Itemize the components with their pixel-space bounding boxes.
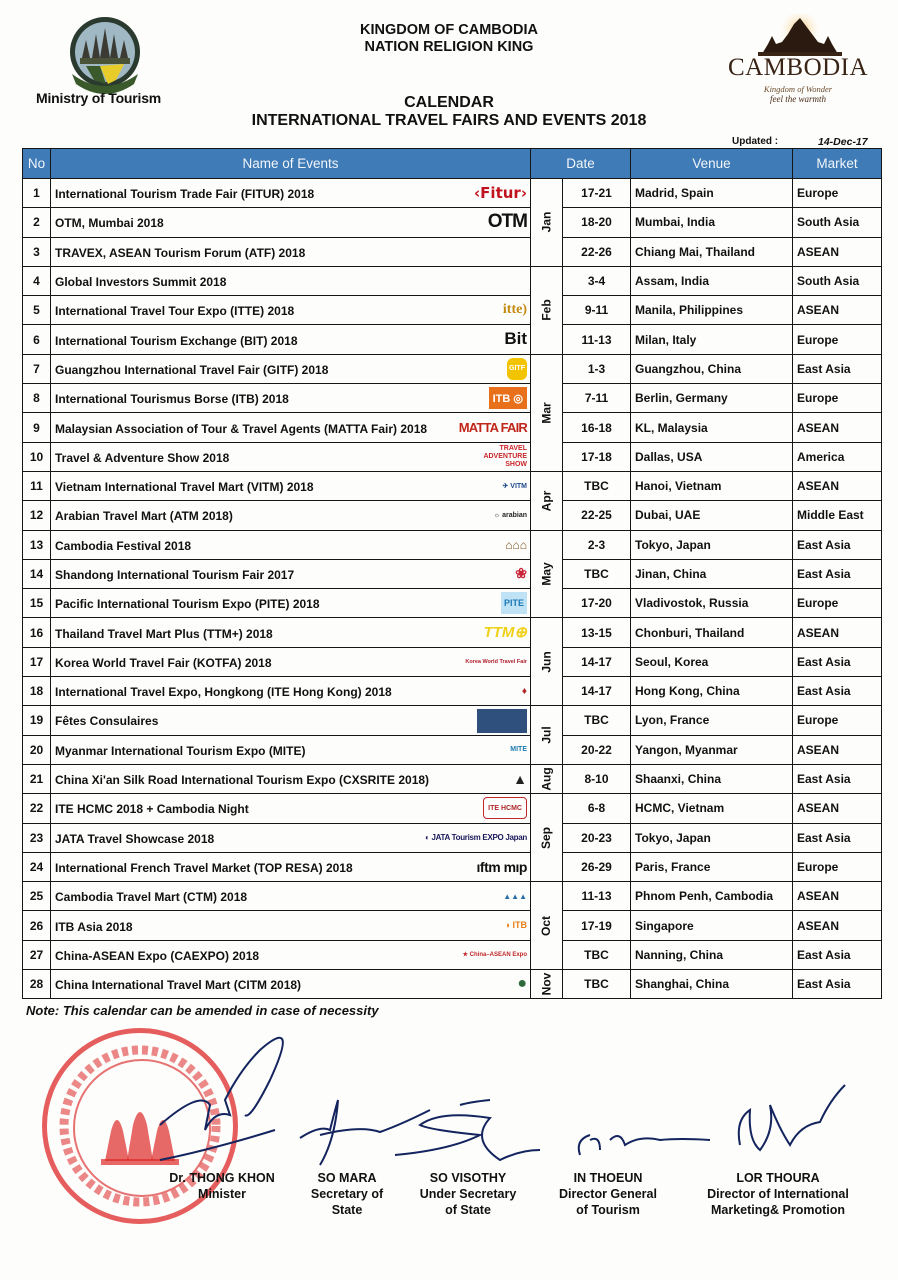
signatory-5 xyxy=(688,1170,868,1218)
event-date: 16-18 xyxy=(563,413,631,442)
event-name: Malaysian Association of Tour & Travel Agents (MATTA Fair) 2018 xyxy=(55,421,428,436)
month-label: Nov xyxy=(539,972,554,996)
event-logo-icon: ♦ xyxy=(521,685,527,697)
event-name-cell xyxy=(51,882,531,911)
event-number: 18 xyxy=(23,677,51,706)
event-date: TBC xyxy=(563,940,631,969)
event-venue: Assam, India xyxy=(631,266,793,295)
table-row xyxy=(23,852,882,881)
event-date: TBC xyxy=(563,706,631,735)
event-logo-icon: Bit xyxy=(504,329,527,349)
signatory-1 xyxy=(152,1170,292,1202)
event-name: International French Travel Market (TOP RESA) 2018 xyxy=(55,860,353,875)
month-label: Oct xyxy=(539,915,554,936)
event-name-cell xyxy=(51,325,531,354)
brand-tagline-2: feel the warmth xyxy=(770,94,826,104)
event-venue: Mumbai, India xyxy=(631,208,793,237)
event-name-cell xyxy=(51,940,531,969)
event-name: Travel & Adventure Show 2018 xyxy=(55,450,230,465)
event-venue: Dubai, UAE xyxy=(631,501,793,530)
table-row xyxy=(23,501,882,530)
event-logo-icon: ☼ arabian xyxy=(493,511,527,519)
month-cell xyxy=(531,794,563,882)
event-logo-icon: PITE xyxy=(501,592,527,614)
month-label: May xyxy=(539,562,554,586)
event-name: Guangzhou International Travel Fair (GITF) 2018 xyxy=(55,362,329,377)
event-market: East Asia xyxy=(793,940,882,969)
event-name: JATA Travel Showcase 2018 xyxy=(55,831,215,846)
event-market: Europe xyxy=(793,589,882,618)
event-date: 18-20 xyxy=(563,208,631,237)
month-cell xyxy=(531,970,563,999)
signatures-graphic xyxy=(0,1010,898,1180)
event-name: Global Investors Summit 2018 xyxy=(55,275,227,290)
event-number: 17 xyxy=(23,647,51,676)
event-date: 3-4 xyxy=(563,266,631,295)
table-row xyxy=(23,589,882,618)
table-row xyxy=(23,266,882,295)
event-number: 12 xyxy=(23,501,51,530)
col-header-venue: Venue xyxy=(631,149,793,179)
event-market: Europe xyxy=(793,852,882,881)
event-logo-icon: itte) xyxy=(502,302,527,318)
col-header-no: No xyxy=(23,149,51,179)
event-logo-icon: ✈ VITM xyxy=(502,482,527,490)
event-number: 28 xyxy=(23,970,51,999)
event-number: 2 xyxy=(23,208,51,237)
signatory-title: Director of International xyxy=(707,1187,849,1201)
event-market: East Asia xyxy=(793,354,882,383)
event-name-cell xyxy=(51,911,531,940)
table-row xyxy=(23,677,882,706)
event-name: China-ASEAN Expo (CAEXPO) 2018 xyxy=(55,948,260,963)
event-name-cell xyxy=(51,559,531,588)
ministry-label: Ministry of Tourism xyxy=(36,90,162,106)
col-header-market: Market xyxy=(793,149,882,179)
event-market: ASEAN xyxy=(793,911,882,940)
kingdom-line-2: NATION RELIGION KING xyxy=(364,39,534,55)
signatory-name: SO MARA xyxy=(317,1171,377,1185)
event-number: 25 xyxy=(23,882,51,911)
event-name-cell xyxy=(51,442,531,471)
event-name: China International Travel Mart (CITM 2018) xyxy=(55,978,302,993)
month-label: Jul xyxy=(539,726,554,744)
event-date: 9-11 xyxy=(563,296,631,325)
event-logo-icon: ❀ xyxy=(515,565,527,582)
event-number: 24 xyxy=(23,852,51,881)
event-logo-icon: ★ China–ASEAN Expo xyxy=(462,952,527,959)
events-table-body xyxy=(23,179,882,999)
event-name-cell xyxy=(51,354,531,383)
signatory-4 xyxy=(548,1170,668,1218)
kingdom-line-1: KINGDOM OF CAMBODIA xyxy=(359,22,538,38)
event-name: ITB Asia 2018 xyxy=(55,919,133,934)
event-venue: Phnom Penh, Cambodia xyxy=(631,882,793,911)
event-venue: Chiang Mai, Thailand xyxy=(631,237,793,266)
signatory-3 xyxy=(408,1170,528,1218)
updated-date: 14-Dec-17 xyxy=(818,136,868,148)
event-number: 20 xyxy=(23,735,51,764)
event-logo-icon: MATTA FAIR xyxy=(458,419,527,435)
event-name: International Tourism Exchange (BIT) 2018 xyxy=(55,333,298,348)
month-cell xyxy=(531,179,563,267)
event-venue: Manila, Philippines xyxy=(631,296,793,325)
month-cell xyxy=(531,530,563,618)
month-cell xyxy=(531,882,563,970)
table-row xyxy=(23,618,882,647)
event-name-cell xyxy=(51,970,531,999)
event-name-cell xyxy=(51,237,531,266)
event-name: Fêtes Consulaires xyxy=(55,714,159,729)
event-logo-icon: ● xyxy=(517,975,527,993)
signatory-title: Minister xyxy=(198,1187,246,1201)
event-venue: Lyon, France xyxy=(631,706,793,735)
event-logo-icon: ▲ xyxy=(513,770,527,787)
table-row xyxy=(23,179,882,208)
events-table xyxy=(22,148,882,999)
event-logo-icon: ITE HCMC xyxy=(483,797,527,819)
month-cell xyxy=(531,764,563,793)
event-venue: KL, Malaysia xyxy=(631,413,793,442)
event-venue: Paris, France xyxy=(631,852,793,881)
event-name: China Xi'an Silk Road International Tourism Expo (CXSRITE 2018) xyxy=(55,773,430,788)
amendment-note: Note: This calendar can be amended in case of necessity xyxy=(26,1003,379,1018)
brand-tagline-1: Kingdom of Wonder xyxy=(763,84,833,94)
event-number: 14 xyxy=(23,559,51,588)
event-number: 1 xyxy=(23,179,51,208)
event-date: 11-13 xyxy=(563,882,631,911)
event-logo-icon: Korea World Travel Fair xyxy=(465,658,527,665)
event-logo-icon: ⌂⌂⌂ xyxy=(505,537,527,552)
table-row xyxy=(23,706,882,735)
event-name-cell xyxy=(51,530,531,559)
event-date: 20-23 xyxy=(563,823,631,852)
event-venue: HCMC, Vietnam xyxy=(631,794,793,823)
signatory-name: IN THOEUN xyxy=(573,1171,643,1185)
event-logo-icon xyxy=(477,709,527,733)
event-name: Korea World Travel Fair (KOTFA) 2018 xyxy=(55,655,272,670)
col-header-name: Name of Events xyxy=(51,149,531,179)
event-name-cell xyxy=(51,384,531,413)
event-name-cell xyxy=(51,677,531,706)
title-line-1: CALENDAR xyxy=(404,94,494,111)
event-venue: Shanghai, China xyxy=(631,970,793,999)
event-logo-icon: TTM⊕ xyxy=(483,624,527,642)
event-date: TBC xyxy=(563,970,631,999)
table-row xyxy=(23,325,882,354)
event-market: Europe xyxy=(793,384,882,413)
event-date: 8-10 xyxy=(563,764,631,793)
event-market: ASEAN xyxy=(793,882,882,911)
signatory-title: Under Secretary xyxy=(419,1187,517,1201)
event-venue: Nanning, China xyxy=(631,940,793,969)
event-market: ASEAN xyxy=(793,794,882,823)
event-number: 6 xyxy=(23,325,51,354)
event-date: 7-11 xyxy=(563,384,631,413)
event-logo-icon: ‹Fitur› xyxy=(474,184,527,202)
event-date: 26-29 xyxy=(563,852,631,881)
month-label: Jun xyxy=(539,651,554,673)
event-venue: Singapore xyxy=(631,911,793,940)
event-name: ITE HCMC 2018 + Cambodia Night xyxy=(55,802,249,817)
event-market: East Asia xyxy=(793,764,882,793)
table-row xyxy=(23,237,882,266)
event-name-cell xyxy=(51,501,531,530)
table-row xyxy=(23,647,882,676)
event-number: 19 xyxy=(23,706,51,735)
event-date: TBC xyxy=(563,559,631,588)
event-venue: Hong Kong, China xyxy=(631,677,793,706)
event-venue: Chonburi, Thailand xyxy=(631,618,793,647)
event-name: Shandong International Tourism Fair 2017 xyxy=(55,568,295,582)
event-market: East Asia xyxy=(793,530,882,559)
event-name: International Tourism Trade Fair (FITUR) 2018 xyxy=(55,187,315,202)
signatory-title: of State xyxy=(445,1203,491,1217)
signatory-2 xyxy=(292,1170,402,1218)
signatory-title: of Tourism xyxy=(576,1203,640,1217)
event-market: ASEAN xyxy=(793,618,882,647)
event-date: 17-18 xyxy=(563,442,631,471)
table-row xyxy=(23,559,882,588)
table-row xyxy=(23,530,882,559)
event-date: 17-20 xyxy=(563,589,631,618)
event-market: East Asia xyxy=(793,823,882,852)
event-name-cell xyxy=(51,794,531,823)
event-name-cell xyxy=(51,471,531,500)
signatory-name: SO VISOTHY xyxy=(429,1171,507,1185)
table-row xyxy=(23,970,882,999)
event-name: Myanmar International Tourism Expo (MITE) xyxy=(55,743,306,758)
table-row xyxy=(23,413,882,442)
event-logo-icon: TRAVEL ADVENTURE SHOW xyxy=(483,444,527,468)
event-venue: Jinan, China xyxy=(631,559,793,588)
event-name-cell xyxy=(51,618,531,647)
event-market: East Asia xyxy=(793,647,882,676)
signatory-title: State xyxy=(331,1203,363,1217)
event-logo-icon: MITE xyxy=(510,746,527,754)
event-venue: Seoul, Korea xyxy=(631,647,793,676)
month-label: Sep xyxy=(539,826,554,849)
event-name: Arabian Travel Mart (ATM 2018) xyxy=(55,509,233,524)
event-number: 27 xyxy=(23,940,51,969)
table-row xyxy=(23,940,882,969)
event-number: 16 xyxy=(23,618,51,647)
event-name-cell xyxy=(51,266,531,295)
table-row xyxy=(23,911,882,940)
event-logo-icon: GITF xyxy=(507,358,527,380)
event-number: 21 xyxy=(23,764,51,793)
event-name-cell xyxy=(51,589,531,618)
event-logo-icon: ıftm mıp xyxy=(476,858,527,875)
event-venue: Milan, Italy xyxy=(631,325,793,354)
month-label: Apr xyxy=(539,490,554,512)
event-name: International Travel Tour Expo (ITTE) 2018 xyxy=(55,304,295,319)
event-name-cell xyxy=(51,179,531,208)
event-number: 10 xyxy=(23,442,51,471)
event-venue: Dallas, USA xyxy=(631,442,793,471)
event-number: 8 xyxy=(23,384,51,413)
signatory-name: LOR THOURA xyxy=(736,1171,820,1185)
col-header-date: Date xyxy=(531,149,631,179)
event-date: 6-8 xyxy=(563,794,631,823)
event-venue: Yangon, Myanmar xyxy=(631,735,793,764)
table-row xyxy=(23,384,882,413)
event-name: Cambodia Festival 2018 xyxy=(55,538,192,553)
event-market: ASEAN xyxy=(793,471,882,500)
event-logo-icon: ▲▲▲ xyxy=(503,891,527,901)
event-market: Europe xyxy=(793,706,882,735)
event-market: ASEAN xyxy=(793,413,882,442)
month-label: Jan xyxy=(539,212,554,233)
event-name: TRAVEX, ASEAN Tourism Forum (ATF) 2018 xyxy=(55,245,306,260)
event-market: Middle East xyxy=(793,501,882,530)
event-date: 14-17 xyxy=(563,647,631,676)
month-label: Aug xyxy=(539,767,554,791)
month-cell xyxy=(531,266,563,354)
signatory-title: Marketing& Promotion xyxy=(710,1203,846,1217)
event-name-cell xyxy=(51,296,531,325)
event-name: Cambodia Travel Mart (CTM) 2018 xyxy=(55,890,248,905)
table-row xyxy=(23,823,882,852)
event-number: 15 xyxy=(23,589,51,618)
event-market: East Asia xyxy=(793,970,882,999)
event-market: East Asia xyxy=(793,559,882,588)
table-row xyxy=(23,735,882,764)
event-number: 26 xyxy=(23,911,51,940)
table-row xyxy=(23,208,882,237)
table-row xyxy=(23,794,882,823)
table-row xyxy=(23,296,882,325)
event-number: 11 xyxy=(23,471,51,500)
event-name-cell xyxy=(51,413,531,442)
event-name: OTM, Mumbai 2018 xyxy=(55,216,164,231)
event-name: International Travel Expo, Hongkong (ITE Hong Kong) 2018 xyxy=(55,685,392,700)
brand-word: CAMBODIA xyxy=(727,54,869,81)
event-venue: Tokyo, Japan xyxy=(631,823,793,852)
month-label: Feb xyxy=(539,299,554,321)
month-cell xyxy=(531,706,563,765)
event-venue: Berlin, Germany xyxy=(631,384,793,413)
event-venue: Hanoi, Vietnam xyxy=(631,471,793,500)
month-cell xyxy=(531,354,563,471)
event-number: 9 xyxy=(23,413,51,442)
event-number: 3 xyxy=(23,237,51,266)
table-header-row xyxy=(23,149,882,179)
event-name-cell xyxy=(51,852,531,881)
event-name: Pacific International Tourism Expo (PITE) 2018 xyxy=(55,597,320,612)
event-name-cell xyxy=(51,208,531,237)
event-date: 14-17 xyxy=(563,677,631,706)
event-date: 17-19 xyxy=(563,911,631,940)
event-date: 20-22 xyxy=(563,735,631,764)
event-date: 17-21 xyxy=(563,179,631,208)
updated-label: Updated : xyxy=(732,136,779,147)
event-name: Thailand Travel Mart Plus (TTM+) 2018 xyxy=(55,626,273,641)
event-date: 11-13 xyxy=(563,325,631,354)
event-logo-icon: OTM xyxy=(487,211,527,233)
event-logo-icon: ◐ JATA Tourism EXPO Japan xyxy=(425,833,527,843)
temple-silhouette-icon xyxy=(718,14,878,58)
title-line-2: INTERNATIONAL TRAVEL FAIRS AND EVENTS 2018 xyxy=(251,112,647,129)
event-market: Europe xyxy=(793,179,882,208)
event-venue: Vladivostok, Russia xyxy=(631,589,793,618)
event-name: Vietnam International Travel Mart (VITM) 2018 xyxy=(55,480,314,495)
event-date: 22-25 xyxy=(563,501,631,530)
table-row xyxy=(23,471,882,500)
event-number: 5 xyxy=(23,296,51,325)
event-name-cell xyxy=(51,764,531,793)
table-row xyxy=(23,764,882,793)
event-market: ASEAN xyxy=(793,237,882,266)
event-venue: Guangzhou, China xyxy=(631,354,793,383)
month-cell xyxy=(531,618,563,706)
signatory-name: Dr. THONG KHON xyxy=(169,1171,275,1185)
event-venue: Tokyo, Japan xyxy=(631,530,793,559)
event-market: South Asia xyxy=(793,266,882,295)
event-date: 1-3 xyxy=(563,354,631,383)
event-date: TBC xyxy=(563,471,631,500)
event-market: East Asia xyxy=(793,677,882,706)
event-venue: Shaanxi, China xyxy=(631,764,793,793)
signatory-title: Director General xyxy=(559,1187,657,1201)
event-name-cell xyxy=(51,647,531,676)
event-number: 4 xyxy=(23,266,51,295)
event-date: 22-26 xyxy=(563,237,631,266)
event-date: 13-15 xyxy=(563,618,631,647)
event-name-cell xyxy=(51,823,531,852)
table-row xyxy=(23,882,882,911)
event-logo-icon: ◑ ITB xyxy=(504,920,527,931)
event-logo-icon: ITB ◎ xyxy=(489,387,527,409)
event-number: 7 xyxy=(23,354,51,383)
event-venue: Madrid, Spain xyxy=(631,179,793,208)
cambodia-brand-logo xyxy=(718,14,878,104)
event-number: 13 xyxy=(23,530,51,559)
signatory-title: Secretary of xyxy=(310,1187,384,1201)
event-market: America xyxy=(793,442,882,471)
event-market: ASEAN xyxy=(793,296,882,325)
event-market: ASEAN xyxy=(793,735,882,764)
event-name: International Tourismus Borse (ITB) 2018 xyxy=(55,392,289,407)
event-name-cell xyxy=(51,706,531,735)
event-number: 23 xyxy=(23,823,51,852)
event-market: Europe xyxy=(793,325,882,354)
month-label: Mar xyxy=(539,402,554,424)
event-name-cell xyxy=(51,735,531,764)
event-date: 2-3 xyxy=(563,530,631,559)
table-row xyxy=(23,354,882,383)
table-row xyxy=(23,442,882,471)
month-cell xyxy=(531,471,563,530)
event-number: 22 xyxy=(23,794,51,823)
event-market: South Asia xyxy=(793,208,882,237)
